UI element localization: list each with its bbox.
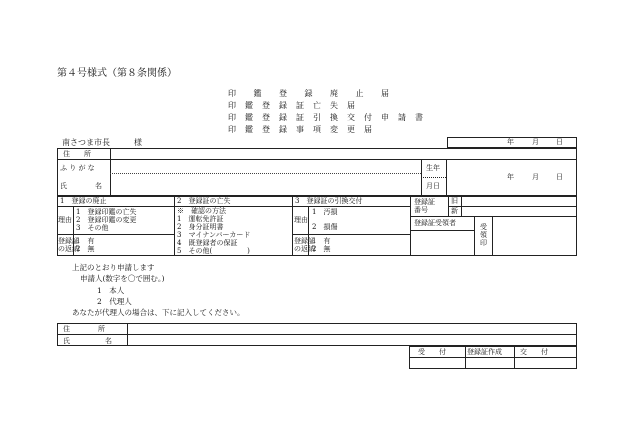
sec1-return-yes[interactable]: 1 有 bbox=[76, 237, 95, 245]
sec1-reason-label: 理由 bbox=[58, 216, 72, 224]
name-input[interactable] bbox=[111, 174, 420, 195]
sec3-item-2[interactable]: 2 損傷 bbox=[312, 223, 338, 231]
sec1-item-1[interactable]: 1 登録印鑑の亡失 bbox=[76, 208, 137, 216]
furigana-input[interactable] bbox=[111, 160, 420, 172]
reg-no-label-1: 登録証 bbox=[414, 198, 435, 206]
reg-no-old-label: 旧 bbox=[451, 197, 458, 205]
reg-no-old-input[interactable] bbox=[462, 197, 576, 205]
birth-label-1: 生年 bbox=[426, 164, 440, 172]
birth-day: 日 bbox=[556, 173, 563, 181]
addressee: 南さつま市長 様 bbox=[62, 138, 142, 147]
birth-month: 月 bbox=[532, 173, 539, 181]
office-receipt-stamp[interactable] bbox=[410, 358, 464, 368]
office-receipt-label: 受 付 bbox=[418, 348, 446, 356]
name-label: 氏 名 bbox=[60, 182, 102, 190]
agent-address-label: 住 所 bbox=[63, 325, 105, 333]
sec3-return-label-1: 登録証 bbox=[294, 237, 315, 245]
sec2-item-4[interactable]: 4 既登録者の保証 bbox=[177, 239, 238, 247]
address-input[interactable] bbox=[111, 149, 576, 158]
sec2-head: 2 登録証の亡失 bbox=[177, 197, 231, 205]
date-day: 日 bbox=[556, 138, 563, 146]
statement-line3: あなたが代理人の場合は、下に記入してください。 bbox=[72, 308, 245, 317]
title-abolition: 印 鑑 登 録 廃 止 届 bbox=[228, 89, 390, 98]
sec1-item-2[interactable]: 2 登録印鑑の変更 bbox=[76, 216, 137, 224]
sec1-item-3[interactable]: 3 その他 bbox=[76, 224, 109, 232]
sec3-return-label-2: の返納 bbox=[294, 245, 315, 253]
sec3-reason-label: 理由 bbox=[294, 216, 308, 224]
sec2-confirm-label: ※ 確認の方法 bbox=[177, 207, 226, 215]
agent-address-input[interactable] bbox=[128, 324, 576, 333]
reg-no-label-2: 番号 bbox=[414, 206, 428, 214]
applicant-agent-option[interactable]: 2 代理人 bbox=[97, 297, 132, 306]
receiver-label: 登録証受領者 bbox=[414, 219, 456, 227]
sec2-item-2[interactable]: 2 身分証明書 bbox=[177, 223, 224, 231]
office-issue-stamp[interactable] bbox=[515, 358, 576, 368]
furigana-label: ふ り が な bbox=[60, 164, 95, 172]
office-made-stamp[interactable] bbox=[466, 358, 513, 368]
date-year: 年 bbox=[507, 138, 514, 146]
birth-year: 年 bbox=[507, 173, 514, 181]
sec1-head: 1 登録の廃止 bbox=[60, 197, 107, 205]
office-made-label: 登録証作成 bbox=[467, 348, 502, 356]
sec3-return-yes[interactable]: 1 有 bbox=[312, 237, 331, 245]
address-label: 住 所 bbox=[63, 150, 91, 158]
applicant-self-option[interactable]: 1 本人 bbox=[97, 286, 125, 295]
sec1-return-label-1: 登録証 bbox=[58, 237, 79, 245]
sec2-item-1[interactable]: 1 運転免許証 bbox=[177, 215, 224, 223]
receiver-input[interactable] bbox=[411, 231, 473, 255]
sec3-head: 3 登録証の引換交付 bbox=[295, 197, 363, 205]
receipt-seal-label: 受領印 bbox=[480, 223, 487, 247]
title-change: 印 鑑 登 録 事 項 変 更 届 bbox=[228, 125, 373, 134]
sec2-item-3[interactable]: 3 マイナンバーカード bbox=[177, 231, 251, 239]
date-month: 月 bbox=[532, 138, 539, 146]
sec1-return-no[interactable]: 2 無 bbox=[76, 245, 95, 253]
agent-name-label: 氏 名 bbox=[63, 337, 112, 345]
sec1-return-label-2: の返納 bbox=[58, 245, 79, 253]
sec3-item-1[interactable]: 1 汚損 bbox=[312, 208, 338, 216]
reg-no-new-input[interactable] bbox=[462, 207, 576, 215]
reg-no-new-label: 新 bbox=[451, 207, 458, 215]
birth-label-2: 月日 bbox=[426, 182, 440, 190]
form-number: 第４号様式（第８条関係） bbox=[57, 68, 177, 79]
sec3-return-no[interactable]: 2 無 bbox=[312, 245, 331, 253]
office-issue-label: 交 付 bbox=[520, 348, 548, 356]
receipt-seal-area[interactable] bbox=[493, 217, 576, 255]
title-exchange: 印 鑑 登 録 証 引 換 交 付 申 請 書 bbox=[228, 113, 424, 122]
statement-line2: 申請人(数字を〇で囲む。) bbox=[80, 274, 165, 283]
agent-name-input[interactable] bbox=[128, 335, 576, 345]
sec2-item-5[interactable]: 5 その他( ) bbox=[177, 247, 250, 255]
title-loss: 印 鑑 登 録 証 亡 失 届 bbox=[228, 101, 356, 110]
statement-line1: 上記のとおり申請します bbox=[72, 263, 155, 272]
